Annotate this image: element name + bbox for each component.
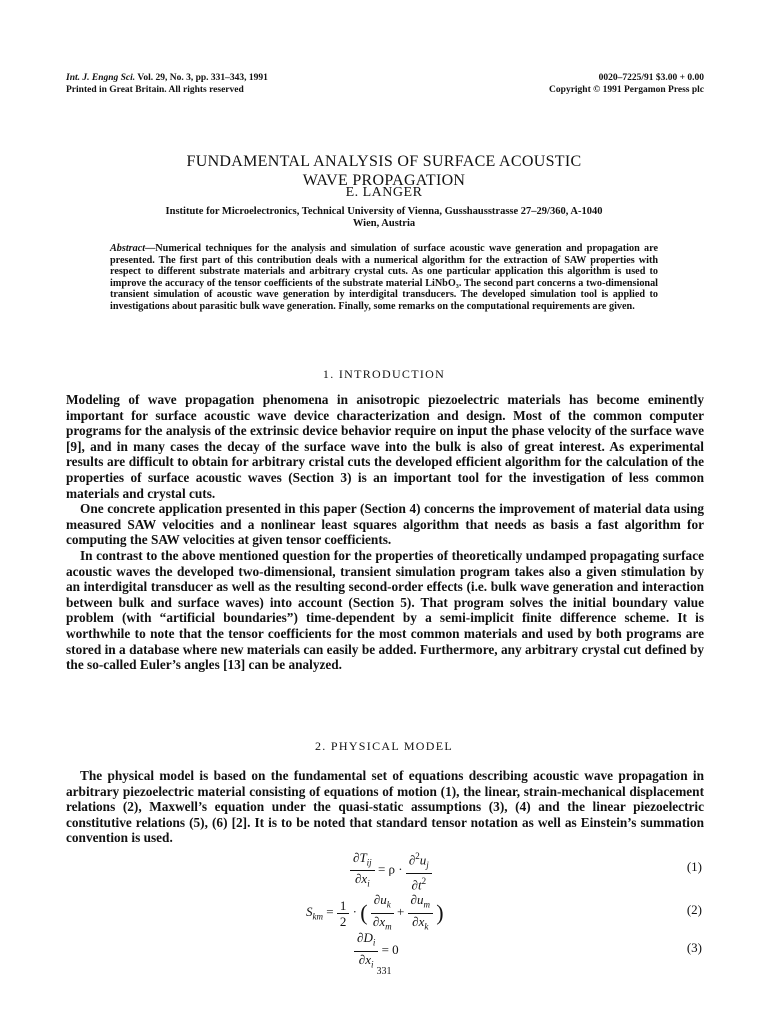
physical-model-paragraph: The physical model is based on the fundamental set of equations describing acoustic wave propagation in arbitrary piezoelectric material consisting of equations of motion (1), the linear, strain-mechanical displacement relations (2), Maxwell’s equation under the quasi-static assumptions (3), (4) and the linear piezoelectric constitutive relations (5), (6) [2]. It is to be noted that standard tensor notation as well as Einstein’s summation convention is used. [66,768,704,846]
equation-2 [66,892,704,932]
equation-3-number: (3) [686,940,702,955]
intro-paragraph-2: One concrete application presented in this paper (Section 4) concerns the improvement of material data using measured SAW velocities and a nonlinear least squares algorithm that needs as basis a fast algorithm for computing the SAW velocities at given tensor coefficients. [66,501,704,548]
journal-volume: Vol. 29, No. 3, pp. 331–343, 1991 [135,73,268,83]
abstract-text: —Numerical techniques for the analysis and simulation of surface acoustic wave generation and propagation are presented. The first part of this contribution deals with a numerical algorithm for the extraction of SAW properties with respect to different substrate materials and arbitrary crystal cuts. As one particular application this algorithm is used to improve the accuracy of the tensor coefficients of the substrate material LiNbO₃. The second part concerns a two-dimensional transient simulation of acoustic wave generation by interdigital transducers. The developed simulation tool is applied to investigations about parasitic bulk wave generation. Finally, some remarks on the computational requirements are given. [110,243,658,312]
title-line-2: WAVE PROPAGATION [302,171,466,189]
introduction-body [66,392,704,673]
section-heading-introduction: 1. INTRODUCTION [322,367,446,381]
eq1-rhs-fraction: $\frac{\partial^2u_j}{\partial t^2}$ [406,849,432,892]
eq2-term-1: $\frac{\partial u_k}{\partial x_m}$ [371,892,394,934]
eq2-half: $\frac{1}{2}$ [337,898,350,929]
intro-paragraph-1: Modeling of wave propagation phenomena in anisotropic piezoelectric materials has become eminently important for surface acoustic wave device characterization and design. Most of the common computer programs for the analysis of the extrinsic device behavior require on input the phase velocity of the surface wave [9], and in many cases the decay of the surface wave into the bulk is also of great interest. As experimental results are difficult to obtain for arbitrary cristal cuts the developed efficient algorithm for the calculation of the properties of surface acoustic waves (Section 3) is an important tool for the investigation of less common materials and crystal cuts. [66,392,704,501]
abstract [110,243,658,313]
copyright-block [549,72,704,96]
issn-price: 0020–7225/91 $3.00 + 0.00 [598,73,704,83]
abstract-label: Abstract [110,243,146,254]
eq2-strain-symbol: S [306,904,313,920]
eq3-fraction: $\frac{\partial D_i}{\partial x_i}$ [354,930,378,972]
page-number: 331 [376,966,392,977]
affiliation [90,206,678,230]
equation-2-body: $S_{km}$ = $\frac{1}{2}$ · ( $\frac{\partial u_k}{\partial x_m}$ + $\frac{\partial u_m}{\partial x_k}$ ) [306,892,444,934]
eq1-equals-rho: = ρ · [377,861,403,877]
printing-note: Printed in Great Britain. All rights reserved [66,85,244,95]
citation-line-1 [66,72,268,84]
equation-1-body [350,849,432,892]
eq2-term-2: $\frac{\partial u_m}{\partial x_k}$ [408,892,433,934]
affiliation-line-2: Wien, Austria [352,218,416,229]
copyright-line: Copyright © 1991 Pergamon Press plc [549,85,704,95]
physical-model-body [66,768,704,846]
equation-3 [66,930,704,970]
journal-citation [66,72,268,96]
journal-name: Int. J. Engng Sci. [66,73,136,83]
title-line-1: FUNDAMENTAL ANALYSIS OF SURFACE ACOUSTIC [186,152,582,170]
author-name: E. LANGER [345,185,423,200]
eq1-lhs-fraction: $\frac{\partial T_{ij}}{\partial x_i}$ [350,850,375,892]
equation-3-body: $\frac{\partial D_i}{\partial x_i}$ = 0 [354,930,399,972]
section-heading-physical-model: 2. PHYSICAL MODEL [315,739,453,753]
intro-paragraph-3: In contrast to the above mentioned question for the properties of theoretically undamped propagating surface acoustic waves the developed two-dimensional, transient simulation program takes also a given stimulation by an interdigital transducer as well as the resulting second-order effects (i.e. bulk wave generation and interaction between bulk and surface waves) into account (Section 5). That program solves the initial boundary value problem (with “artificial boundaries”) time-dependent by a semi-implicit finite difference scheme. It is worthwhile to note that the tensor coefficients for the most common materials and used by both programs are stored in a database where new materials can easily be added. Furthermore, any arbitrary crystal cut defined by the so-called Euler’s angles [13] can be analyzed. [66,547,704,673]
equation-2-number: (2) [686,902,702,917]
equation-1 [66,849,704,893]
equation-1-number: (1) [686,859,702,874]
affiliation-line-1: Institute for Microelectronics, Technical University of Vienna, Gusshausstrasse 27–29/360, A-1040 [165,206,603,217]
